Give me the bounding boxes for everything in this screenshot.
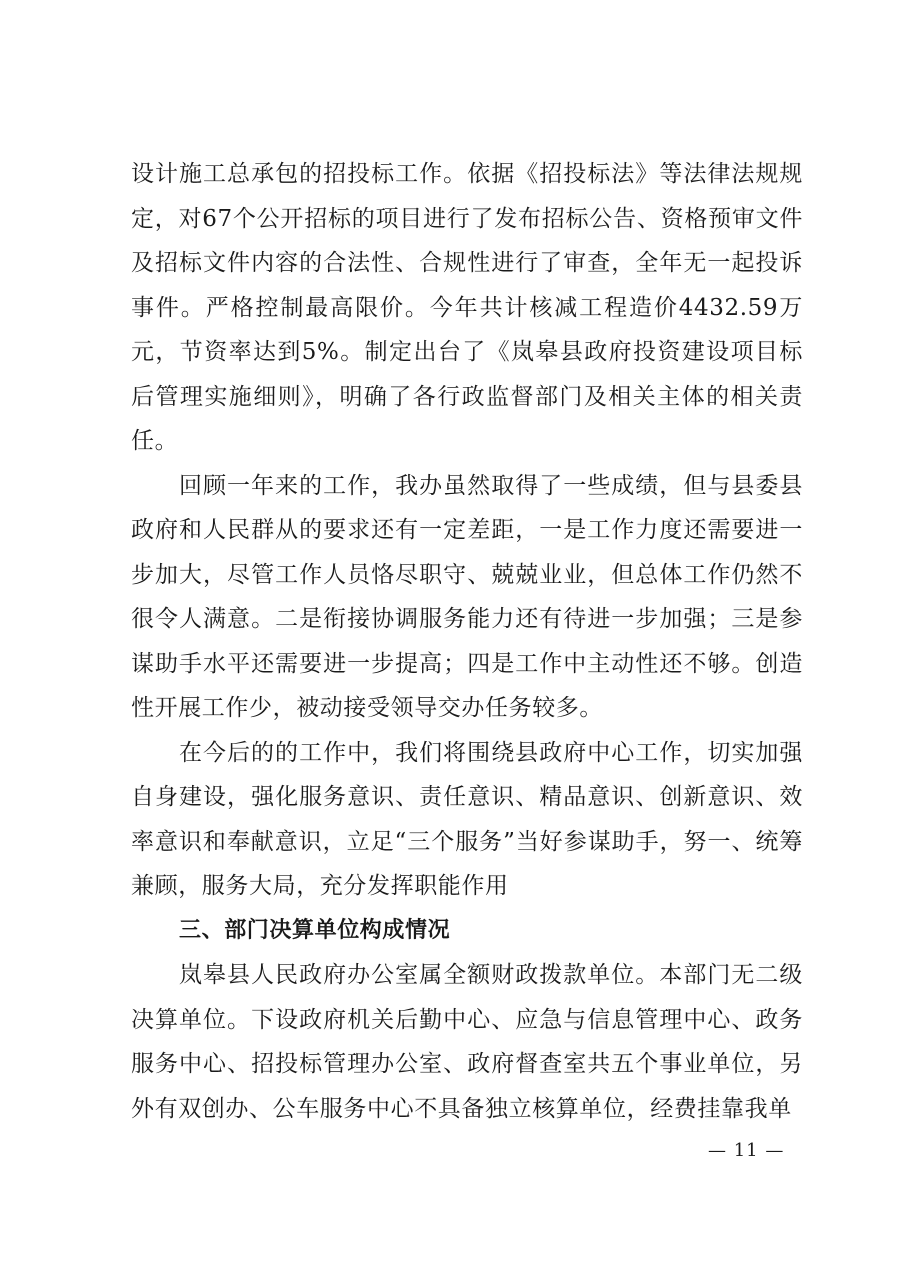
body-text [131, 152, 803, 1131]
paragraph-future-work: 在今后的的工作中，我们将围绕县政府中心工作，切实加强自身建设，强化服务意识、责任意识、精品意识、创新意识、效率意识和奉献意识，立足“三个服务”当好参谋助手，努一、统筹兼顾，服务大局，充分发挥职能作用 [131, 739, 803, 899]
paragraph-bidding-work: 设计施工总承包的招投标工作。依据《招投标法》等法律法规规定，对67个公开招标的项目进行了发布招标公告、资格预审文件及招标文件内容的合法性、合规性进行了审查，全年无一起投诉事件。严格控制最高限价。今年共计核减工程造价4432.59万元，节资率达到5%。制定出台了《岚皋县政府投资建设项目标后管理实施细则》，明确了各行政监督部门及相关主体的相关责任。 [131, 161, 803, 454]
page-number: — 11 — [708, 1140, 785, 1161]
paragraph-unit-structure: 岚皋县人民政府办公室属全额财政拨款单位。本部门无二级决算单位。下设政府机关后勤中心、应急与信息管理中心、政务服务中心、招投标管理办公室、政府督查室共五个事业单位，另外有双创办、公车服务中心不具备独立核算单位，经费挂靠我单 [131, 962, 803, 1122]
paragraph-review: 回顾一年来的工作，我办虽然取得了一些成绩，但与县委县政府和人民群从的要求还有一定差距，一是工作力度还需要进一步加大，尽管工作人员恪尽职守、兢兢业业，但总体工作仍然不很令人满意。二是衔接协调服务能力还有待进一步加强；三是参谋助手水平还需要进一步提高；四是工作中主动性还不够。创造性开展工作少，被动接受领导交办任务较多。 [131, 472, 803, 721]
section-heading: 三、部门决算单位构成情况 [179, 917, 451, 943]
